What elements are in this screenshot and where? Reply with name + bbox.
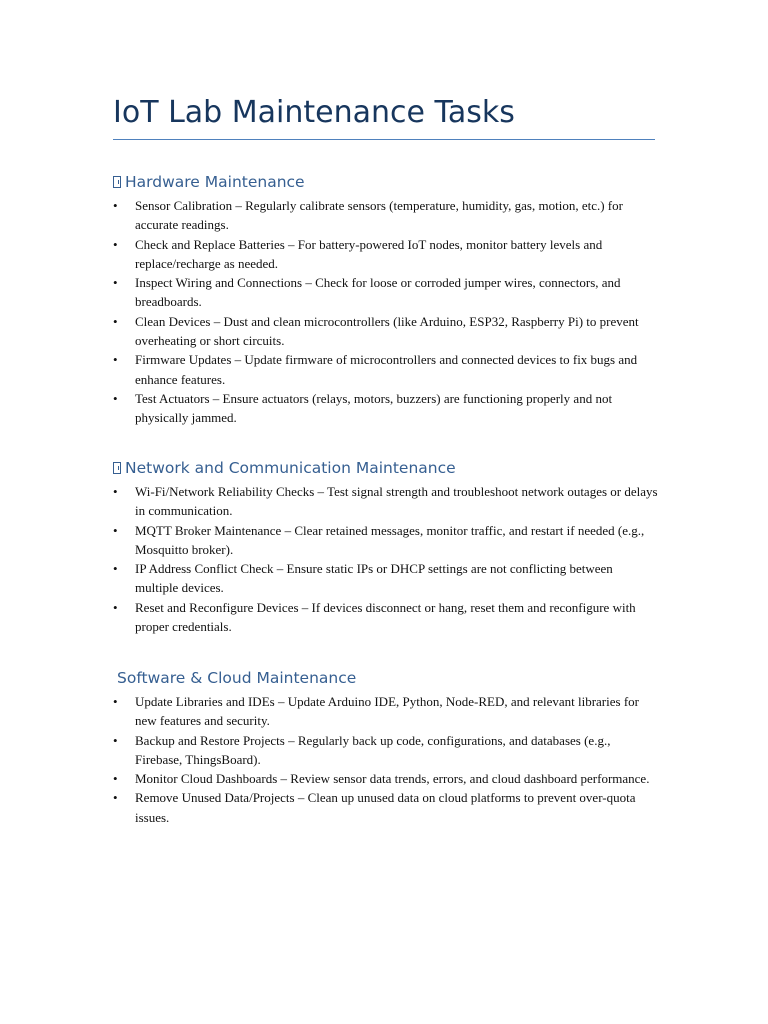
missing-glyph-box-icon [113, 462, 121, 474]
list-item-text: MQTT Broker Maintenance – Clear retained messages, monitor traffic, and restart if needed (e.g., Mosquitto broker). [135, 522, 645, 557]
list-item-text: Sensor Calibration – Regularly calibrate sensors (temperature, humidity, gas, motion, etc.) for accurate readings. [135, 198, 623, 233]
bullet-icon: • [113, 275, 118, 291]
list-item-text: Check and Replace Batteries – For battery-powered IoT nodes, monitor battery levels and replace/recharge as needed. [135, 236, 603, 271]
list-item [113, 312, 658, 351]
section-heading-text: Hardware Maintenance [125, 173, 305, 191]
bullet-icon: • [113, 484, 118, 499]
list-item [113, 273, 658, 312]
bullet-icon: • [113, 198, 118, 213]
bullet-icon: • [113, 390, 118, 406]
page-title: IoT Lab Maintenance Tasks [113, 95, 515, 130]
list-item [113, 598, 658, 637]
section-heading-text: Network and Communication Maintenance [125, 459, 456, 477]
list-item [113, 235, 658, 274]
list-item-text: Reset and Reconfigure Devices – If devices disconnect or hang, reset them and reconfigure with proper credentials. [135, 599, 636, 635]
bullet-icon: • [113, 236, 118, 252]
section-network-maintenance [113, 458, 658, 636]
list-item [113, 482, 658, 521]
bullet-icon: • [113, 771, 118, 787]
list-item-text: Test Actuators – Ensure actuators (relays, motors, buzzers) are functioning properly and not physically jammed. [135, 390, 613, 426]
section-heading [113, 668, 658, 688]
list-item-text: IP Address Conflict Check – Ensure static IPs or DHCP settings are not conflicting between multiple devices. [135, 561, 613, 596]
missing-glyph-box-icon [113, 176, 121, 188]
bullet-icon: • [113, 352, 118, 368]
list-item [113, 559, 658, 598]
list-item [113, 769, 658, 788]
list-item-text: Backup and Restore Projects – Regularly back up code, configurations, and databases (e.g., Firebase, ThingsBoard). [135, 732, 611, 767]
list-item [113, 196, 658, 235]
bullet-icon: • [113, 790, 118, 806]
list-item-text: Update Libraries and IDEs – Update Arduino IDE, Python, Node-RED, and relevant libraries for new features and security. [135, 694, 639, 729]
section-heading [113, 172, 658, 192]
bullet-icon: • [113, 561, 118, 577]
list-item-text: Wi-Fi/Network Reliability Checks – Test signal strength and troubleshoot network outages or delays in communication. [135, 484, 658, 519]
list-item-text: Firmware Updates – Update firmware of microcontrollers and connected devices to fix bugs and enhance features. [135, 352, 638, 387]
bullet-icon: • [113, 313, 118, 329]
list-item-text: Clean Devices – Dust and clean microcontrollers (like Arduino, ESP32, Raspberry Pi) to prevent overheating or short circuits. [135, 313, 639, 349]
bullet-list [113, 692, 658, 827]
bullet-icon: • [113, 694, 118, 709]
section-software-cloud-maintenance [113, 668, 658, 827]
bullet-icon: • [113, 599, 118, 615]
bullet-icon: • [113, 732, 118, 748]
title-underline-rule [113, 139, 655, 140]
bullet-list [113, 482, 658, 636]
section-hardware-maintenance [113, 172, 658, 428]
list-item [113, 350, 658, 389]
bullet-icon: • [113, 522, 118, 538]
list-item [113, 521, 658, 560]
list-item [113, 731, 658, 770]
list-item [113, 389, 658, 428]
list-item-text: Inspect Wiring and Connections – Check for loose or corroded jumper wires, connectors, and breadboards. [135, 275, 621, 310]
section-heading [113, 458, 658, 478]
list-item-text: Remove Unused Data/Projects – Clean up unused data on cloud platforms to prevent over-quota issues. [135, 790, 636, 825]
list-item [113, 788, 658, 827]
bullet-list [113, 196, 658, 428]
list-item [113, 692, 658, 731]
list-item-text: Monitor Cloud Dashboards – Review sensor data trends, errors, and cloud dashboard performance. [135, 771, 650, 787]
section-heading-text: Software & Cloud Maintenance [117, 669, 357, 687]
